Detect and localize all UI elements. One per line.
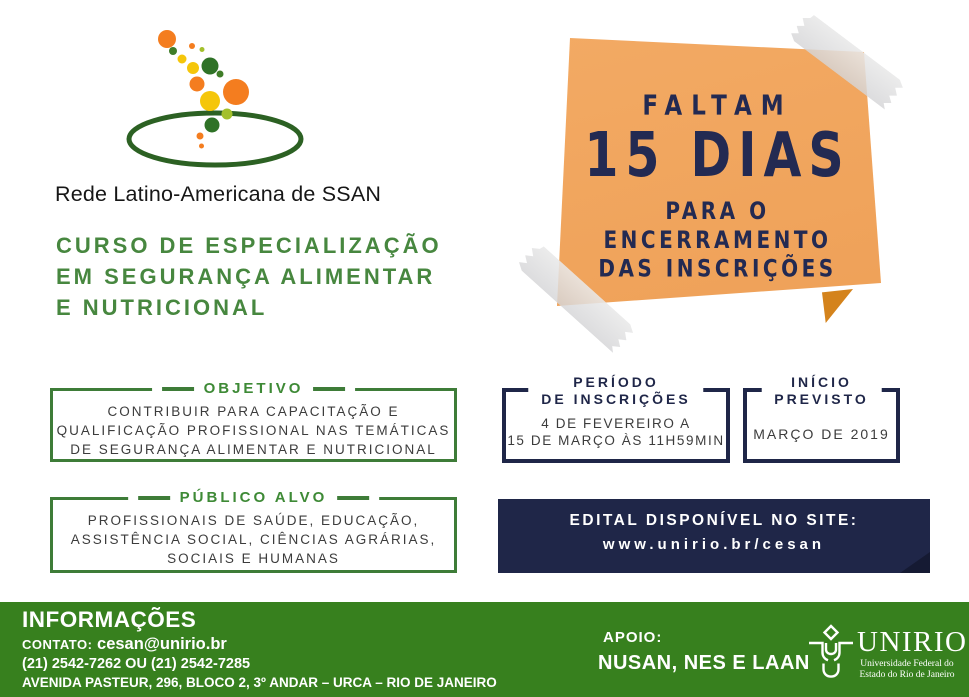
title-dash-right	[337, 496, 369, 500]
publico-line3: SOCIAIS E HUMANAS	[167, 551, 340, 566]
publico-alvo-box	[50, 489, 457, 573]
inicio-title-line2: PREVISTO	[774, 391, 869, 407]
course-title-line1: CURSO DE ESPECIALIZAÇÃO	[56, 233, 442, 258]
periodo-title-line1: PERÍODO	[573, 374, 659, 390]
countdown-days: 15 DIAS	[584, 119, 851, 192]
inicio-previsto-box	[743, 374, 900, 463]
objetivo-title-text: OBJETIVO	[203, 380, 304, 397]
brand-label: Rede Latino-Americana de SSAN	[55, 182, 382, 206]
objetivo-box-body	[53, 391, 454, 459]
countdown-line4: DAS INSCRIÇÕES	[598, 253, 837, 283]
countdown-faltam: FALTAM	[642, 90, 793, 122]
publico-line1: PROFISSIONAIS DE SAÚDE, EDUCAÇÃO,	[87, 513, 420, 528]
apoio-value: NUSAN, NES E LAAN	[598, 652, 810, 674]
unirio-subtitle-line2: Estado do Rio de Janeiro	[859, 670, 955, 680]
publico-alvo-box-title	[128, 489, 380, 506]
objetivo-line3: DE SEGURANÇA ALIMENTAR E NUTRICIONAL	[70, 442, 437, 457]
periodo-line1: 4 DE FEVEREIRO A	[541, 416, 691, 431]
footer-bar	[0, 602, 969, 697]
unirio-emblem-icon	[806, 624, 856, 680]
countdown-line3: PARA O ENCERRAMENTO	[603, 196, 832, 254]
course-title-line2: EM SEGURANÇA ALIMENTAR	[56, 264, 436, 289]
publico-alvo-box-body	[53, 500, 454, 568]
sticky-note-folded-corner	[822, 289, 853, 323]
website-url: www.unirio.br/cesan	[602, 536, 826, 553]
objetivo-box	[50, 380, 457, 462]
inicio-title-line1: INÍCIO	[791, 374, 852, 390]
phone-numbers: (21) 2542-7262 OU (21) 2542-7285	[22, 656, 251, 672]
unirio-subtitle-line1: Universidade Federal do	[860, 659, 954, 669]
objetivo-line1: CONTRIBUIR PARA CAPACITAÇÃO E	[107, 404, 400, 419]
contact-line	[22, 635, 227, 654]
periodo-box-title	[528, 374, 703, 408]
address-line: AVENIDA PASTEUR, 296, BLOCO 2, 3º ANDAR – URCA – RIO DE JANEIRO	[22, 675, 497, 690]
course-title	[56, 230, 442, 323]
unirio-logo	[806, 622, 968, 680]
unirio-wordmark: UNIRIO	[857, 626, 968, 658]
ssan-latin-america-logo-icon	[105, 12, 320, 180]
contact-email: cesan@unirio.br	[97, 635, 227, 653]
periodo-inscricoes-box	[502, 374, 730, 463]
title-dash-left	[162, 387, 194, 391]
publico-line2: ASSISTÊNCIA SOCIAL, CIÊNCIAS AGRÁRIAS,	[70, 532, 437, 547]
course-title-line3: E NUTRICIONAL	[56, 295, 268, 320]
objetivo-line2: QUALIFICAÇÃO PROFISSIONAL NAS TEMÁTICAS	[56, 423, 451, 438]
publico-alvo-title-text: PÚBLICO ALVO	[179, 489, 328, 506]
objetivo-box-title	[152, 380, 356, 397]
edital-banner	[498, 499, 930, 573]
unirio-subtitle	[857, 659, 957, 681]
contact-label: CONTATO:	[22, 637, 93, 652]
edital-banner-folded-corner	[900, 552, 930, 573]
title-dash-left	[138, 496, 170, 500]
inicio-box-title	[761, 374, 882, 408]
countdown-text	[570, 90, 865, 283]
inicio-date: MARÇO DE 2019	[753, 426, 890, 442]
title-dash-right	[313, 387, 345, 391]
apoio-label: APOIO:	[603, 629, 663, 646]
periodo-line2: 15 DE MARÇO ÀS 11H59MIN	[507, 433, 725, 448]
edital-banner-text: EDITAL DISPONÍVEL NO SITE:	[569, 512, 859, 529]
footer-heading: INFORMAÇÕES	[22, 607, 197, 632]
periodo-title-line2: DE INSCRIÇÕES	[541, 391, 691, 407]
